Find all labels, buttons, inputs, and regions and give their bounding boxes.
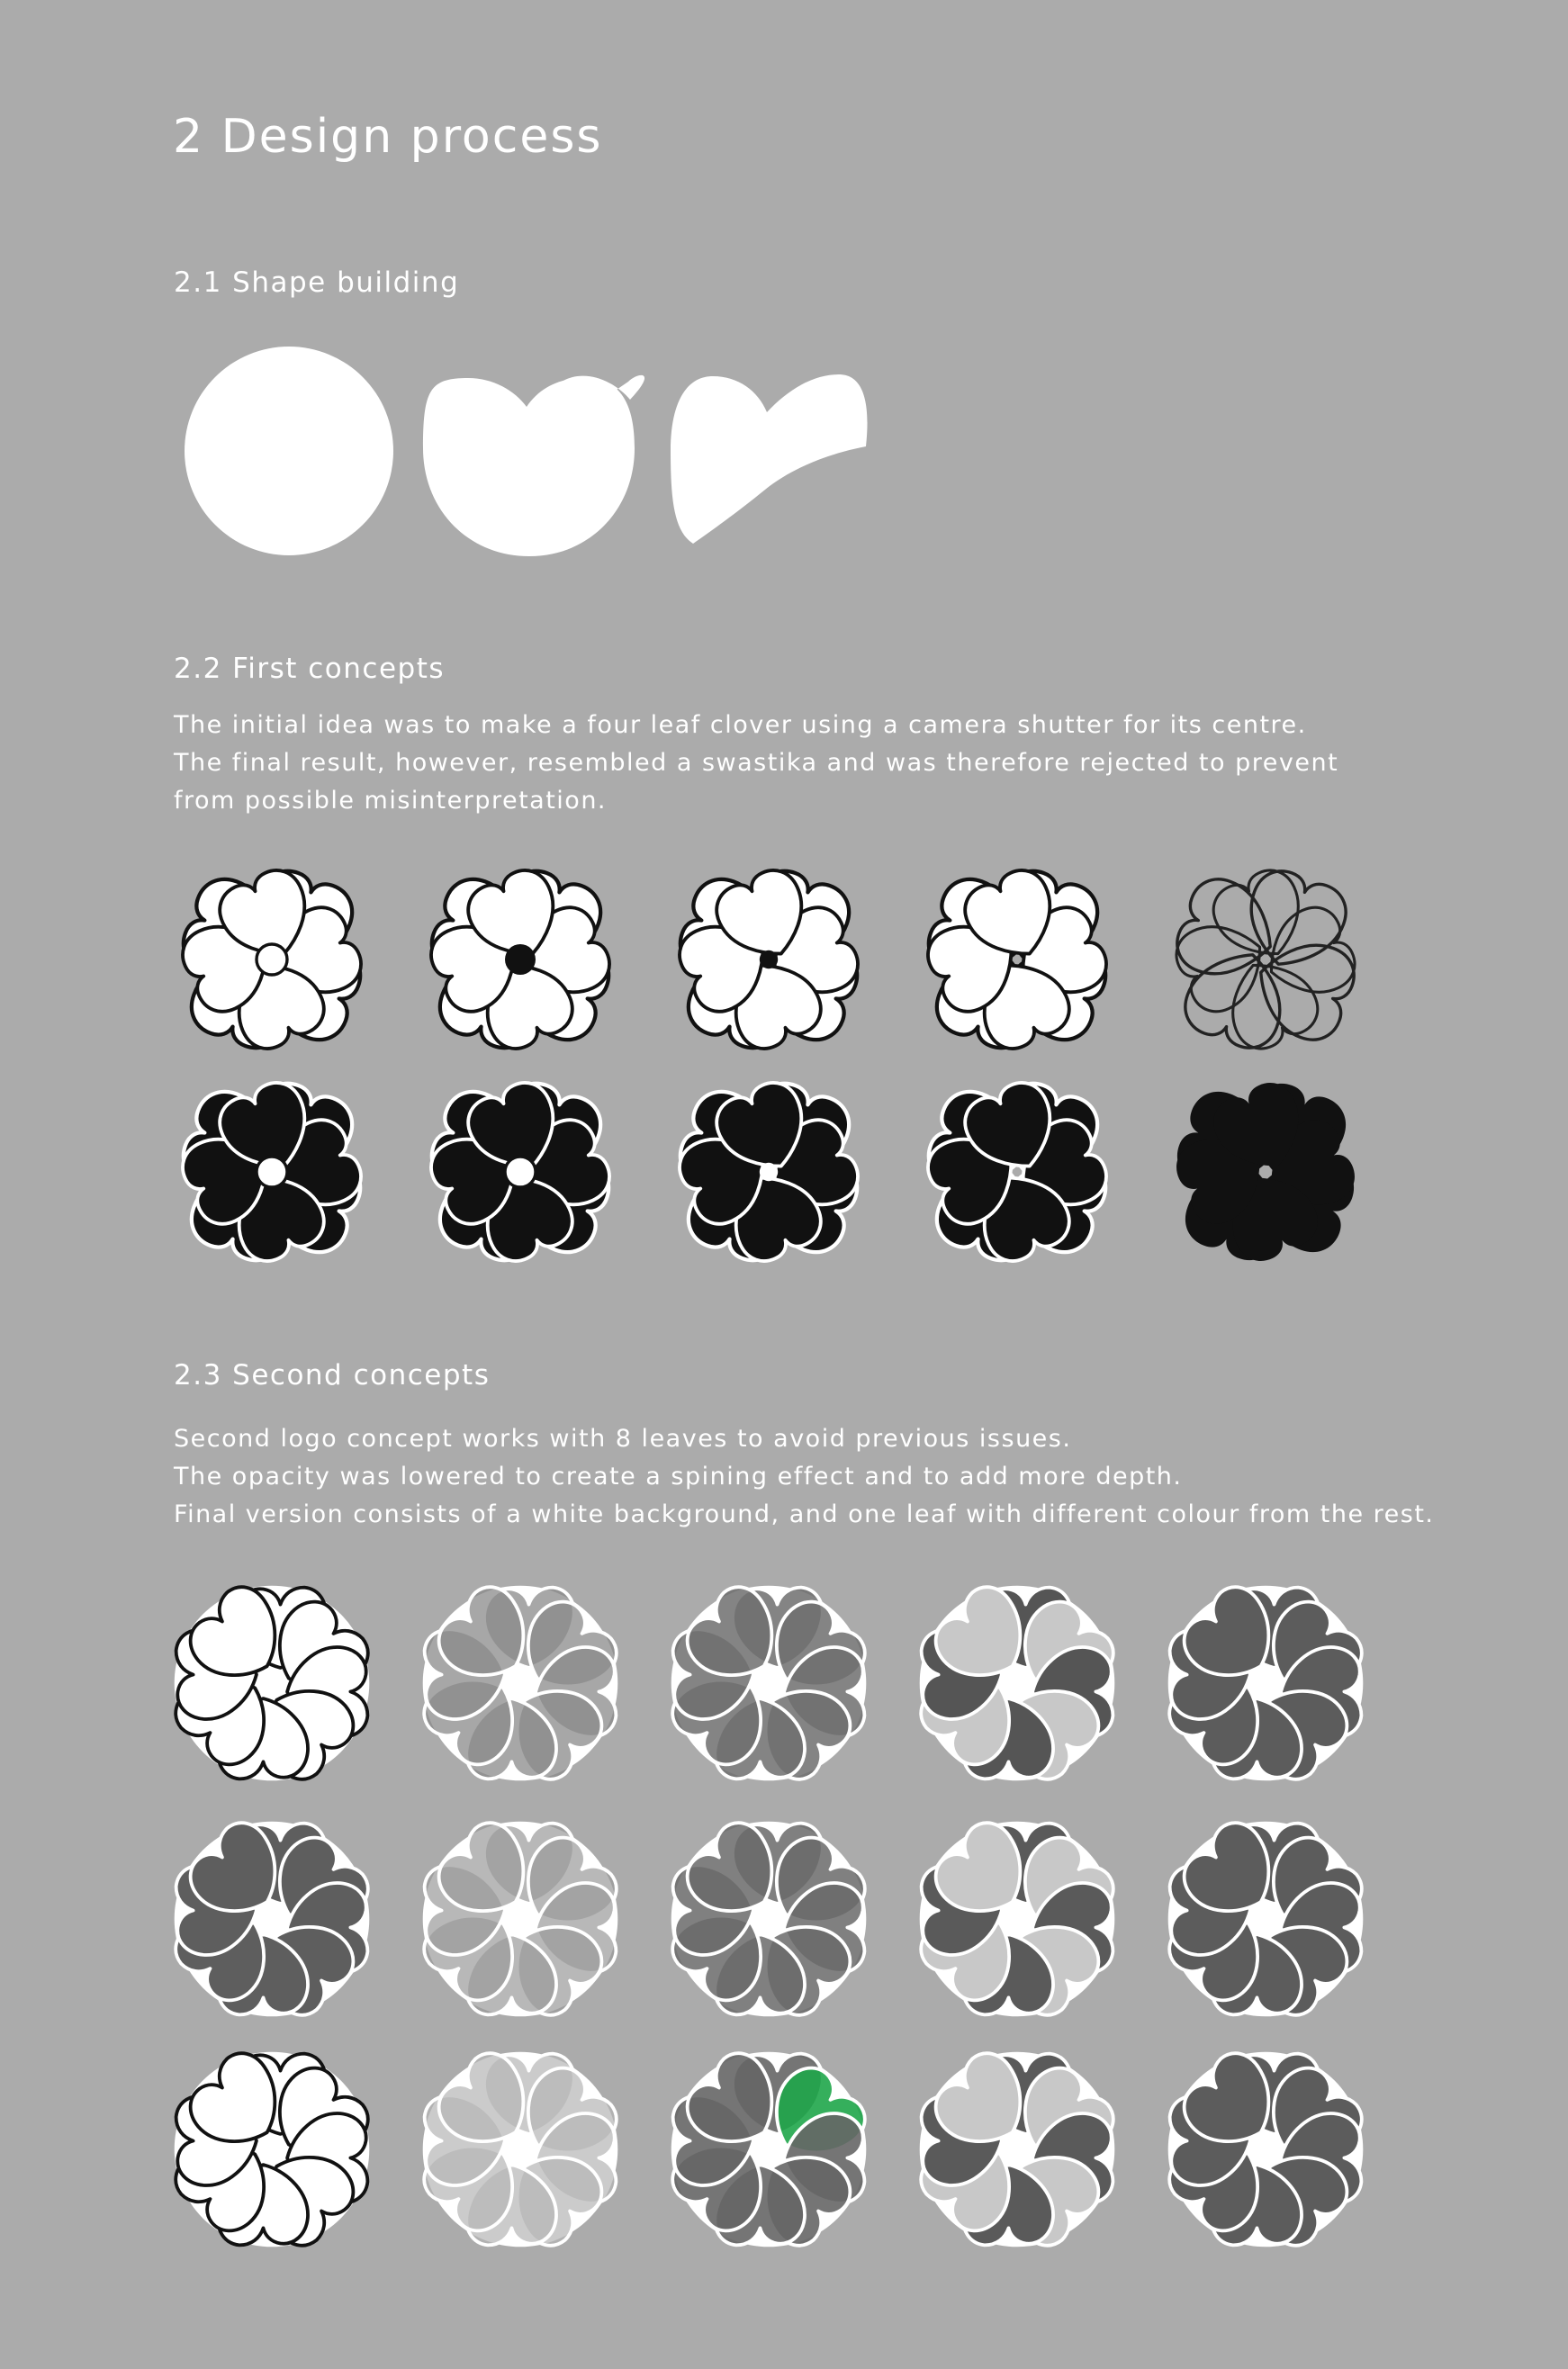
rosette-center	[265, 1912, 278, 1925]
rosette-center	[761, 1912, 775, 1925]
clover-logo	[423, 862, 618, 1058]
round-heart-shape-body	[423, 378, 635, 556]
paragraph-line: The final result, however, resembled a swastika and was therefore rejected to prevent	[174, 749, 1339, 777]
rosette-logo	[415, 1814, 626, 2025]
rosette-center	[513, 2142, 527, 2156]
rosette-center	[1010, 1676, 1023, 1689]
rosette-center	[265, 2142, 278, 2156]
clover-logo	[175, 1075, 370, 1270]
rosette-logo	[912, 2044, 1123, 2256]
rosette-logo	[167, 1814, 378, 2025]
rosette-logo	[663, 1814, 875, 2025]
shutter-center	[760, 950, 778, 968]
rosette-logo	[415, 2044, 626, 2256]
rosette-logo	[415, 1578, 626, 1789]
rosette-center	[761, 1676, 775, 1689]
rosette-center	[1258, 1676, 1272, 1689]
section-heading-shape-building: 2.1 Shape building	[174, 266, 460, 299]
paragraph-line: Second logo concept works with 8 leaves to avoid previous issues.	[174, 1425, 1072, 1453]
rosette-logo	[912, 1578, 1123, 1789]
rosette-logo	[912, 1814, 1123, 2025]
paragraph-line: from possible misinterpretation.	[174, 787, 608, 815]
center-dot	[505, 944, 536, 975]
rosette-center	[265, 1676, 278, 1689]
clover-logo	[1168, 1075, 1364, 1270]
rosette-center	[1258, 2142, 1272, 2156]
center-dot	[257, 944, 287, 975]
first-concepts-logos	[175, 862, 1364, 1270]
paragraph-line: The initial idea was to make a four leaf clover using a camera shutter for its centre.	[174, 711, 1307, 739]
shutter-center	[760, 1163, 778, 1181]
shape-building-row	[185, 347, 868, 556]
rosette-logo	[663, 2044, 875, 2256]
paragraph-line: Final version consists of a white background, and one leaf with different colour from the rest.	[174, 1500, 1435, 1528]
rosette-logo	[167, 1578, 378, 1789]
clover-logo	[175, 862, 370, 1058]
section-heading-first-concepts: 2.2 First concepts	[174, 653, 446, 685]
second-concepts-logos	[167, 1578, 1372, 2256]
clover-logo	[423, 1075, 618, 1270]
rosette-logo	[1160, 2044, 1372, 2256]
rosette-center	[1010, 1912, 1023, 1925]
rosette-logo	[1160, 1814, 1372, 2025]
clover-logo	[920, 1075, 1115, 1270]
rosette-center	[513, 1676, 527, 1689]
center-dot	[505, 1157, 536, 1187]
clover-logo	[671, 862, 867, 1058]
page-title: 2 Design process	[173, 110, 603, 164]
leaf-heart-shape	[671, 374, 868, 544]
rosette-center	[1258, 1912, 1272, 1925]
rosette-logo	[1160, 1578, 1372, 1789]
rosette-center	[1010, 2142, 1023, 2156]
rosette-logo	[663, 1578, 875, 1789]
rosette-center	[513, 1912, 527, 1925]
section-heading-second-concepts: 2.3 Second concepts	[174, 1359, 491, 1392]
clover-logo	[1168, 862, 1364, 1058]
rosette-logo	[167, 2044, 378, 2256]
rosette-center	[761, 2142, 775, 2156]
clover-logo	[671, 1075, 867, 1270]
clover-logo	[920, 862, 1115, 1058]
center-dot	[257, 1157, 287, 1187]
paragraph-line: The opacity was lowered to create a spining effect and to add more depth.	[174, 1463, 1183, 1491]
circle-shape	[185, 347, 393, 555]
